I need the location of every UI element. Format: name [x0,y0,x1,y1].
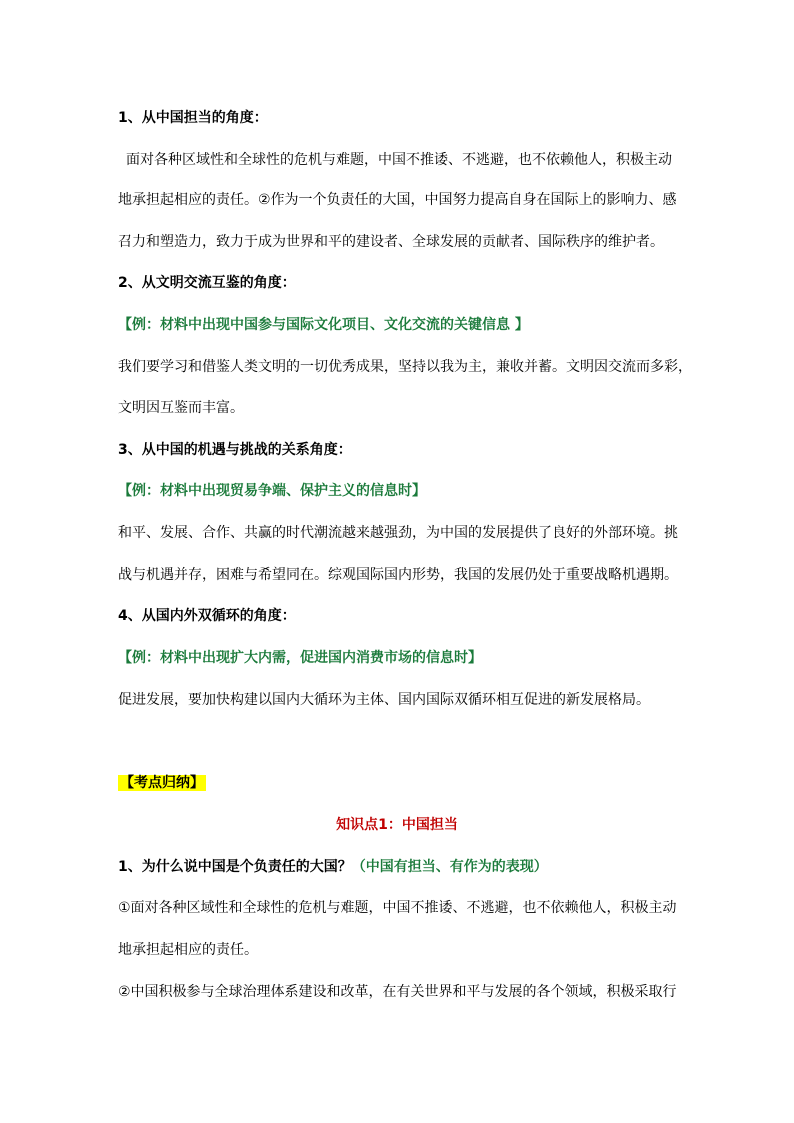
exam-summary-tag: 【考点归纳】 [120,775,204,791]
paragraph-line: 战与机遇并存，困难与希望同在。综观国际国内形势，我国的发展仍处于重要战略机遇期。 [118,567,678,583]
example-note: 【例：材料中出现贸易争端、保护主义的信息时】 [118,483,426,499]
answer-line: 地承担起相应的责任。 [118,942,258,958]
paragraph-line: 我们要学习和借鉴人类文明的一切优秀成果，坚持以我为主，兼收并蓄。文明因交流而多彩， [118,359,692,375]
heading-dual-circulation: 4、从国内外双循环的角度： [118,608,296,624]
paragraph-line: 文明因互鉴而丰富。 [118,400,244,416]
example-note: 【例：材料中出现中国参与国际文化项目、文化交流的关键信息 】 [118,317,529,333]
paragraph-line: 面对各种区域性和全球性的危机与难题，中国不推诿、不逃避，也不依赖他人，积极主动 [126,152,672,168]
paragraph-line: 促进发展，要加快构建以国内大循环为主体、国内国际双循环相互促进的新发展格局。 [118,692,650,708]
paragraph-line: 召力和塑造力，致力于成为世界和平的建设者、全球发展的贡献者、国际秩序的维护者。 [118,234,664,250]
knowledge-point-title: 知识点1：中国担当 [336,817,458,833]
heading-opportunity-challenge: 3、从中国的机遇与挑战的关系角度： [118,442,352,458]
heading-china-responsibility: 1、从中国担当的角度： [118,110,268,126]
question-heading [118,857,678,877]
answer-line: ②中国积极参与全球治理体系建设和改革，在有关世界和平与发展的各个领域，积极采取行 [118,984,677,1000]
question-text: 1、为什么说中国是个负责任的大国？ [118,859,352,875]
paragraph-line: 和平、发展、合作、共赢的时代潮流越来越强劲，为中国的发展提供了良好的外部环境。挑 [118,525,678,541]
answer-line: ①面对各种区域性和全球性的危机与难题，中国不推诿、不逃避，也不依赖他人，积极主动 [118,900,677,916]
paragraph-line: 地承担起相应的责任。②作为一个负责任的大国，中国努力提高自身在国际上的影响力、感 [118,192,677,208]
example-note: 【例：材料中出现扩大内需，促进国内消费市场的信息时】 [118,650,482,666]
exam-summary-tag-row [118,773,678,793]
question-note: （中国有担当、有作为的表现） [351,859,548,875]
heading-civilization-exchange: 2、从文明交流互鉴的角度： [118,275,296,291]
